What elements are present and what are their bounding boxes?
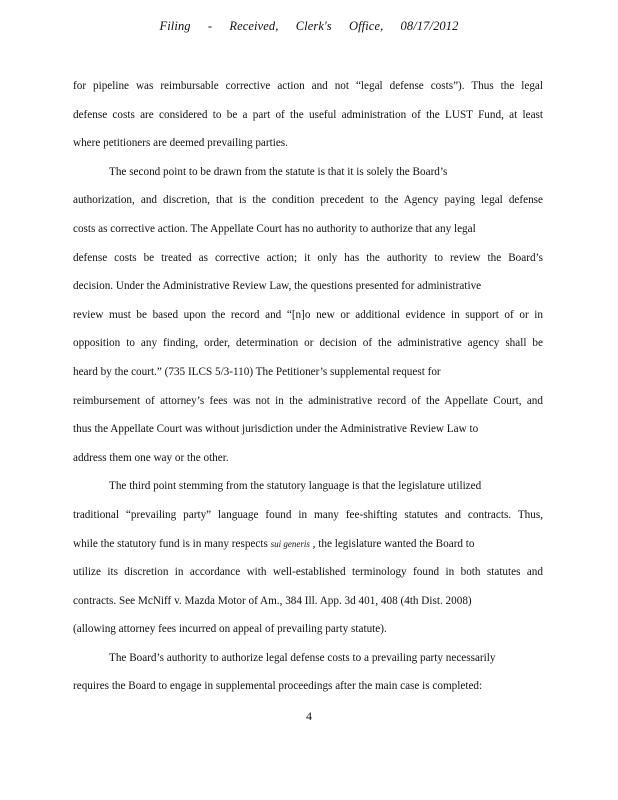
text-line xyxy=(73,329,543,358)
text-line-content: address them one way or the other. xyxy=(73,451,229,464)
text-line-content: The second point to be drawn from the statute is that it is solely the Board’s xyxy=(109,165,448,178)
text-line-content: where petitioners are deemed prevailing parties. xyxy=(73,137,288,150)
text-line-content: while the statutory fund is in many respects xyxy=(73,537,268,550)
text-line-content: The third point stemming from the statutory language is that the legislature utilized xyxy=(109,480,482,493)
text-line-content: authorization, and discretion, that is the condition precedent to the Agency paying legal defense xyxy=(73,194,543,207)
text-line xyxy=(73,558,543,587)
text-line-content: costs as corrective action. The Appellate Court has no authority to authorize that any legal xyxy=(73,222,476,235)
text-line xyxy=(73,672,543,701)
text-line-content: heard by the court.” (735 ILCS 5/3-110) The Petitioner’s supplemental request for xyxy=(73,365,441,378)
text-line-content: opposition to any finding, order, determination or decision of the administrative agency shall be xyxy=(73,337,543,350)
text-line-content: requires the Board to engage in supplemental proceedings after the main case is completed: xyxy=(73,680,483,693)
text-line xyxy=(73,472,543,501)
text-line-content: The Board’s authority to authorize legal defense costs to a prevailing party necessarily xyxy=(109,651,496,664)
text-line-continuation: , the legislature wanted the Board to xyxy=(309,537,475,550)
text-line xyxy=(73,444,543,473)
text-line xyxy=(73,244,543,273)
text-line-content: utilize its discretion in accordance with well-established terminology found in both statutes and xyxy=(73,566,543,579)
text-line xyxy=(73,272,543,301)
text-line xyxy=(73,501,543,530)
text-line-content: defense costs be treated as corrective action; it only has the authority to review the Board’s xyxy=(73,251,543,264)
text-line-content: decision. Under the Administrative Review Law, the questions presented for administrative xyxy=(73,280,482,293)
text-line-content: thus the Appellate Court was without jurisdiction under the Administrative Review Law to xyxy=(73,423,479,436)
text-line xyxy=(73,387,543,416)
text-line-content: (allowing attorney fees incurred on appeal of prevailing party statute). xyxy=(73,623,387,636)
text-line xyxy=(73,587,543,616)
text-line xyxy=(73,215,543,244)
text-line-content: reimbursement of attorney’s fees was not in the administrative record of the Appellate Court, and xyxy=(73,394,543,407)
text-line xyxy=(73,644,543,673)
text-line-content: contracts. See McNiff v. Mazda Motor of Am., 384 Ill. App. 3d 401, 408 (4th Dist. 2008) xyxy=(73,594,472,607)
text-line xyxy=(73,158,543,187)
text-line-content: for pipeline was reimbursable corrective action and not “legal defense costs”). Thus the legal xyxy=(73,80,543,92)
text-line-content: review must be based upon the record and “[n]o new or additional evidence in support of or in xyxy=(73,308,543,321)
filing-header: Filing - Received, Clerk's Office, 08/17/2012 xyxy=(159,19,459,33)
text-line xyxy=(73,301,543,330)
text-line xyxy=(73,101,543,130)
text-line-content: defense costs are considered to be a part of the useful administration of the LUST Fund, at least xyxy=(73,108,543,121)
text-line xyxy=(73,358,543,387)
text-line xyxy=(73,415,543,444)
page-number: 4 xyxy=(306,709,312,723)
text-line xyxy=(73,530,543,559)
body-text xyxy=(73,72,543,701)
latin-phrase: sui generis xyxy=(270,538,310,549)
text-line xyxy=(73,72,543,101)
text-line-content: traditional “prevailing party” language found in many fee-shifting statutes and contracts. Thus, xyxy=(73,508,543,521)
text-line xyxy=(73,129,543,158)
text-line xyxy=(73,186,543,215)
text-line xyxy=(73,615,543,644)
